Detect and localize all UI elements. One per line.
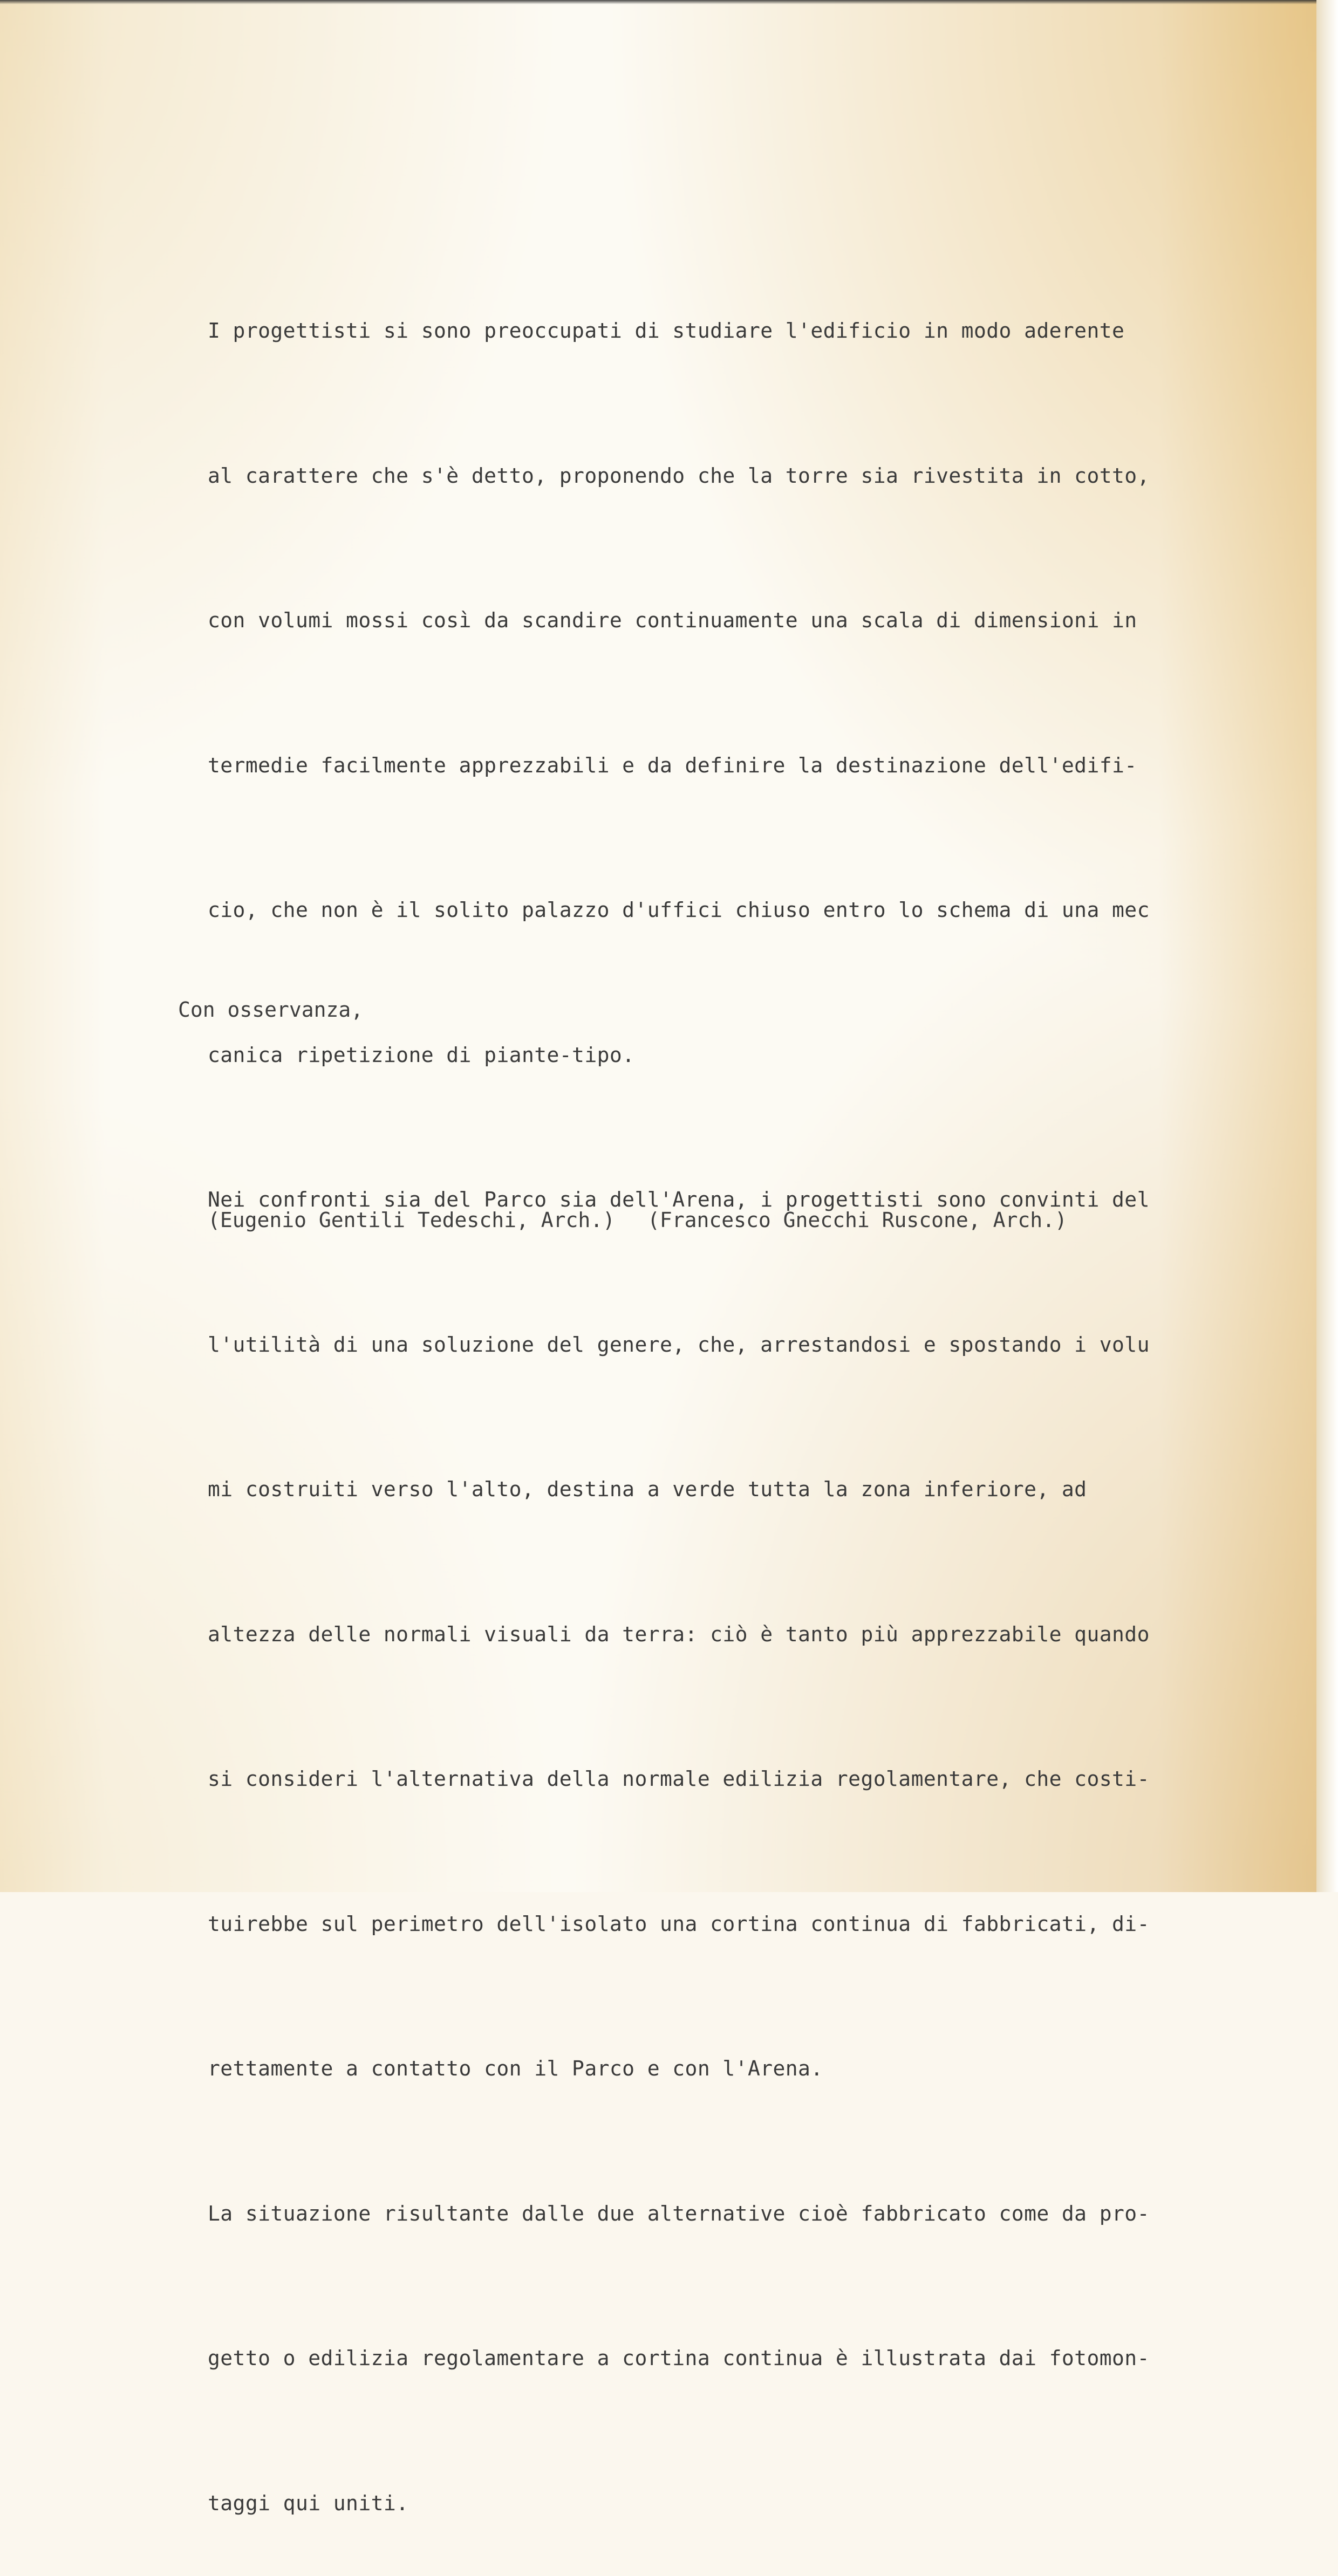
body-line: Nei confronti sia del Parco sia dell'Arena, i progettisti sono convinti del bbox=[208, 1188, 1150, 1211]
signature-gnecchi-ruscone: (Francesco Gnecchi Ruscone, Arch.) bbox=[647, 1208, 1067, 1232]
scan-top-edge bbox=[0, 0, 1316, 4]
body-line: canica ripetizione di piante-tipo. bbox=[208, 1043, 635, 1067]
body-line: altezza delle normali visuali da terra: ciò è tanto più apprezzabile quando bbox=[208, 1622, 1150, 1646]
body-line: si consideri l'alternativa della normale edilizia regolamentare, che costi- bbox=[208, 1767, 1150, 1791]
body-line: mi costruiti verso l'alto, destina a verde tutta la zona inferiore, ad bbox=[208, 1477, 1087, 1501]
body-line: cio, che non è il solito palazzo d'uffici chiuso entro lo schema di una mec bbox=[208, 898, 1150, 922]
body-line: tuirebbe sul perimetro dell'isolato una cortina continua di fabbricati, di- bbox=[208, 1912, 1150, 1936]
signature-block bbox=[208, 1208, 1067, 1232]
body-line: l'utilità di una soluzione del genere, che, arrestandosi e spostando i volu bbox=[208, 1332, 1150, 1356]
body-line: con volumi mossi così da scandire continuamente una scala di dimensioni in bbox=[208, 608, 1137, 632]
body-line: getto o edilizia regolamentare a cortina continua è illustrata dai fotomon- bbox=[208, 2346, 1150, 2370]
body-line: rettamente a contatto con il Parco e con l'Arena. bbox=[208, 2057, 823, 2080]
closing-salutation: Con osservanza, bbox=[178, 998, 364, 1022]
body-line: termedie facilmente apprezzabili e da definire la destinazione dell'edifi- bbox=[208, 753, 1137, 777]
body-line: I progettisti si sono preoccupati di studiare l'edificio in modo aderente bbox=[208, 319, 1125, 342]
signature-gentili-tedeschi: (Eugenio Gentili Tedeschi, Arch.) bbox=[208, 1208, 615, 1232]
body-line: al carattere che s'è detto, proponendo che la torre sia rivestita in cotto, bbox=[208, 463, 1150, 488]
body-line: La situazione risultante dalle due alternative cioè fabbricato come da pro- bbox=[208, 2201, 1150, 2225]
letter-body bbox=[208, 210, 1279, 2576]
body-line: taggi qui uniti. bbox=[208, 2491, 409, 2515]
scan-right-edge bbox=[1316, 0, 1338, 1892]
